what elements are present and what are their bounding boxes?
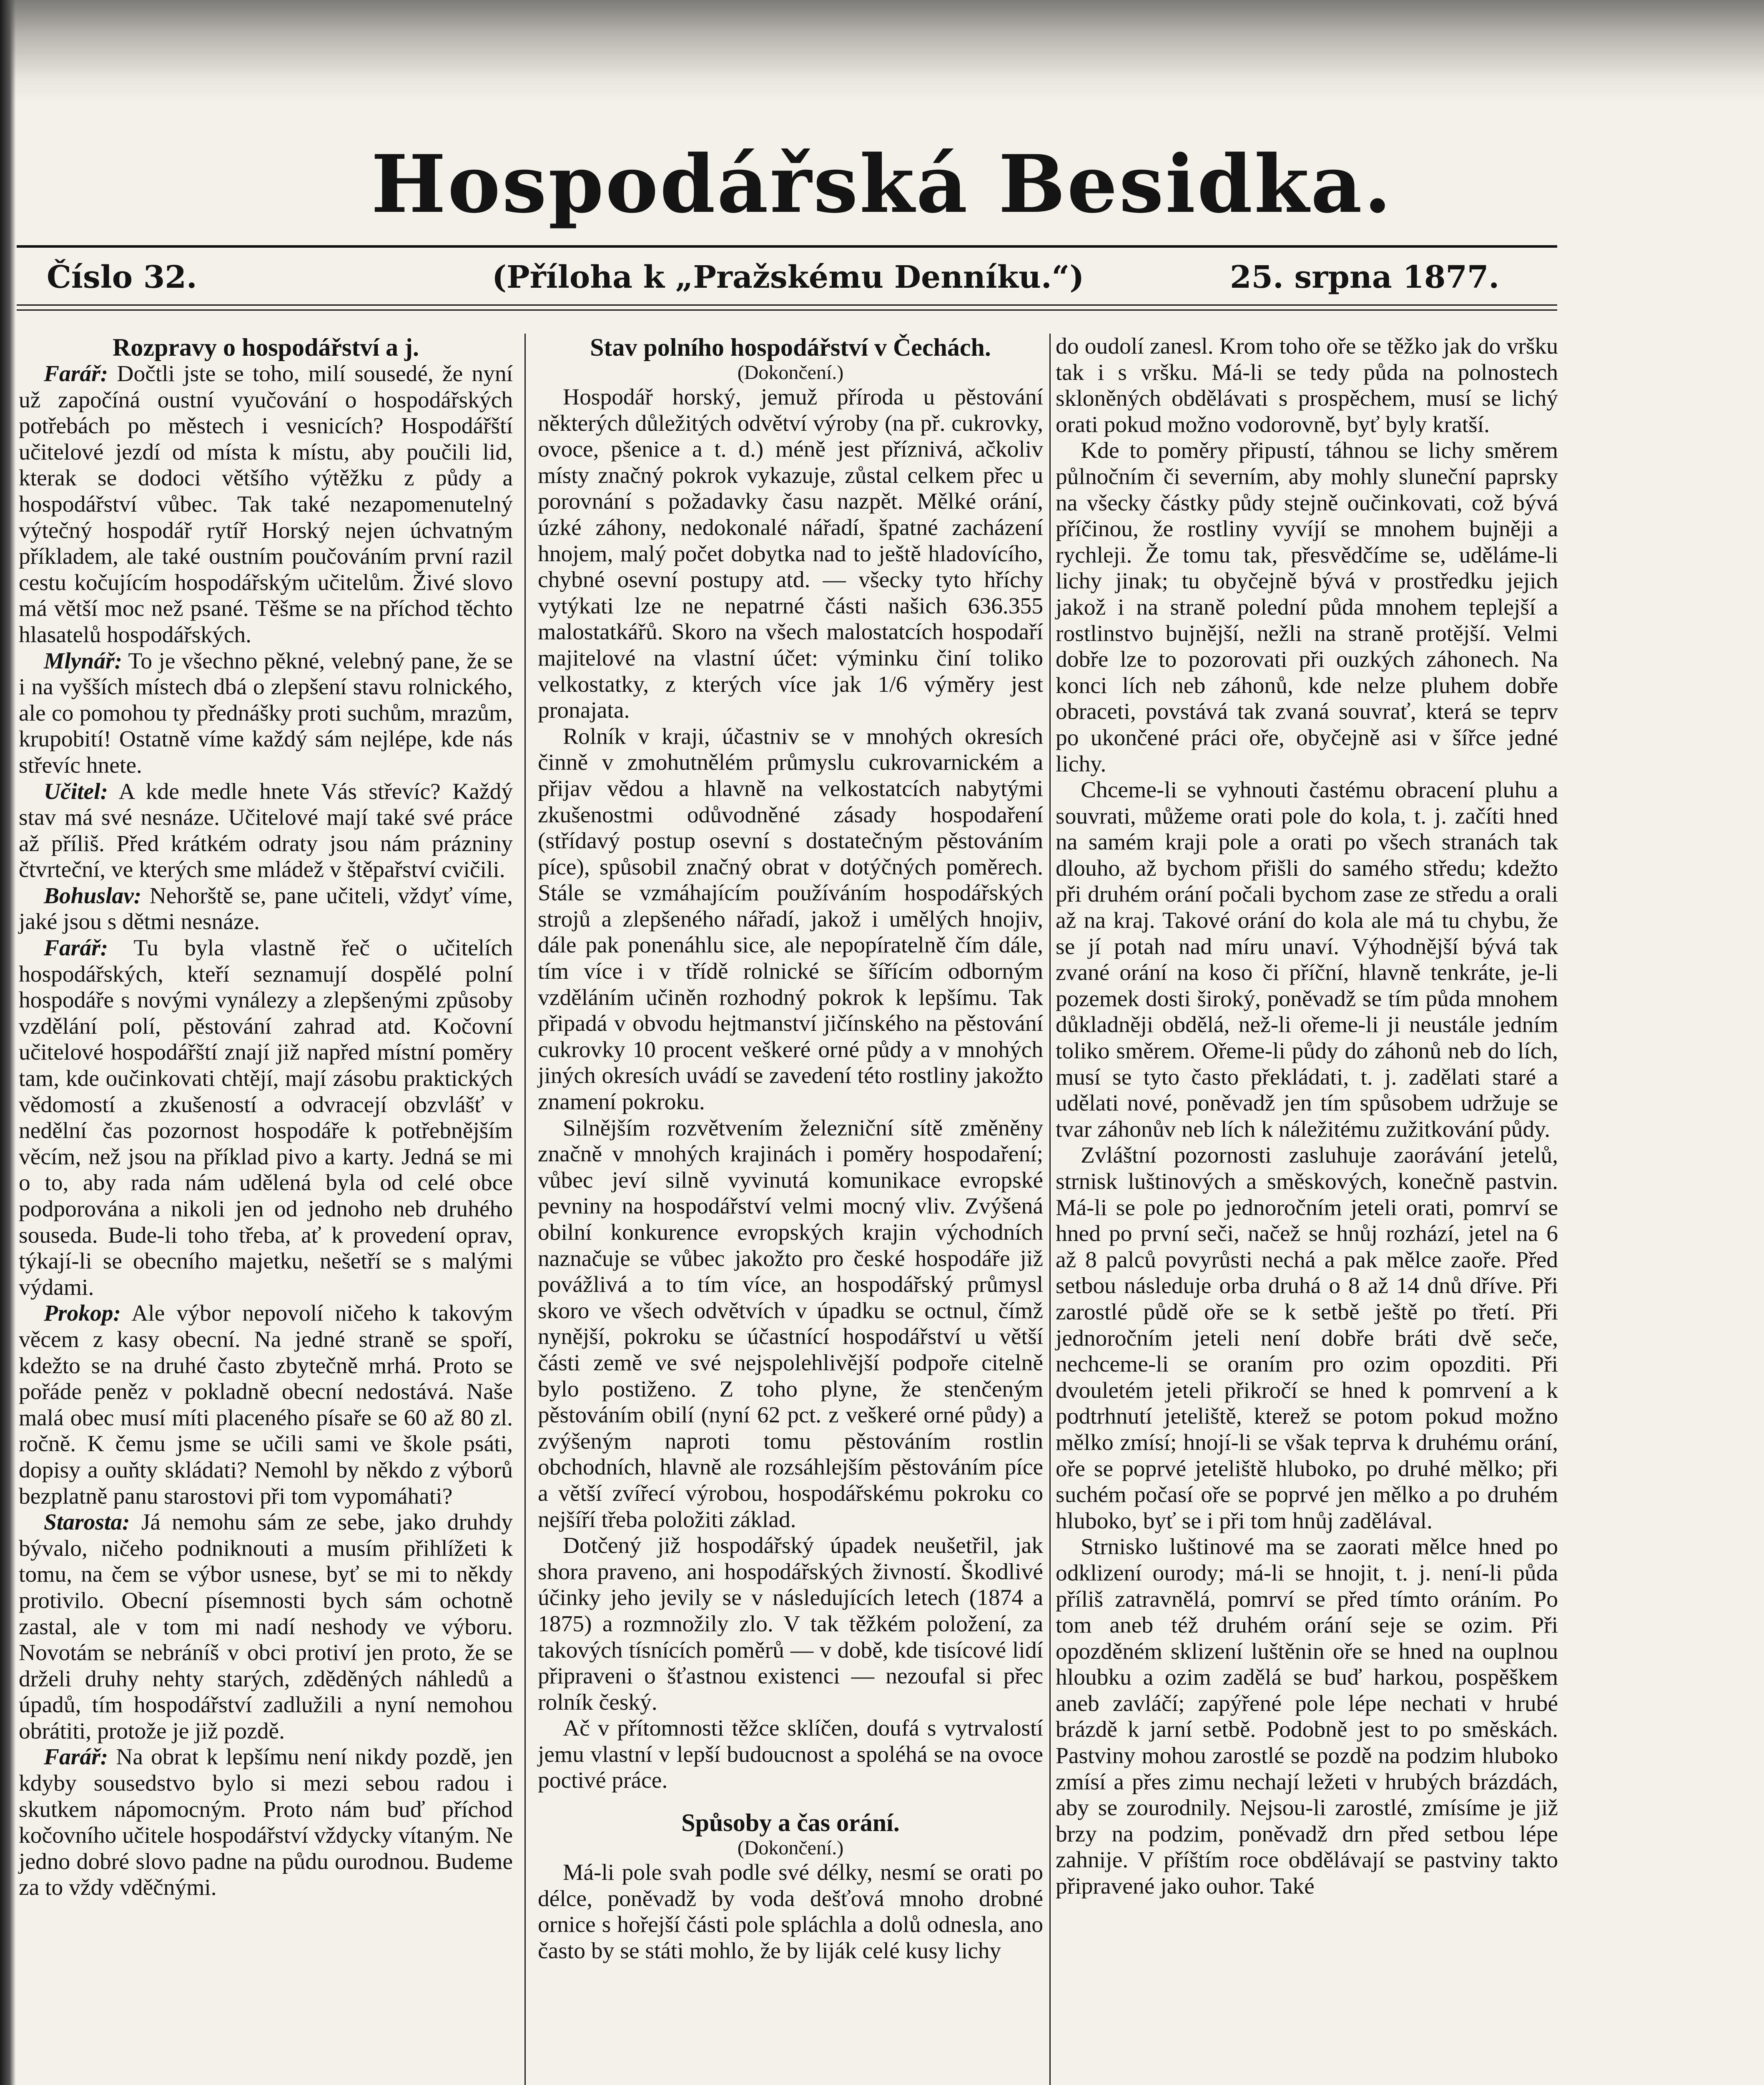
dialogue-paragraph (19, 935, 513, 1301)
dialogue-paragraph (19, 779, 513, 883)
dialogue-paragraph (19, 883, 513, 935)
speaker-name: Bohuslav: (44, 883, 142, 909)
speaker-name: Starosta: (44, 1510, 130, 1535)
header-rule (17, 304, 1557, 306)
paragraph: Rolník v kraji, účastniv se v mnohých okresích činně v zmohutnělém průmyslu cukrovarnickém a přijav vědou a hlavně na velkostatcích nabytými zkušenostmi odůvodněné zásady hospodaření (střídavý postup osevní s dostatečným pěstováním píce), spůsobil značný obrat v dotýčných poměrech. Stále se vzmáhajícím používáním hospodářských strojů a zlepšeného nářadí, jakož i umělých hnojiv, dále pak ponenáhlu sice, ale nepopíratelně čím dále, tím více i v třídě rolnické se šířícím odborným vzděláním učiněn rozhodný pokrok k lepšímu. Tak připadá v obvodu hejtmanství jičínského na pěstování cukrovky 10 procent veškeré orné půdy a v mnohých jiných okresích uvádí se zavedení této rostliny jakožto znamení pokroku. (538, 723, 1043, 1115)
column-2 (538, 334, 1043, 1964)
speaker-name: Mlynář: (44, 648, 123, 674)
paragraph: Hospodář horský, jemuž příroda u pěstování některých důležitých odvětví výroby (na př. cukrovky, ovoce, pšenice a t. d.) méně jest příznivá, ačkoliv místy značný pokrok vykazuje, zůstal celkem přec u porovnání s požadavky času nazpět. Mělké orání, úzké záhony, nedokonalé nářadí, špatné zacházení hnojem, malý počet dobytka nad to ještě hladovícího, chybné osevní postupy atd. — všecky tyto hříchy vytýkati lze ne nepatrné části našich 636.355 malostatkářů. Skoro na všech malostatcích hospodaří majitelové na vlastní účet: výminku činí toliko velkostatky, z kterých více jak 1/6 výměry jest pronajata. (538, 384, 1043, 723)
dialogue-paragraph (19, 648, 513, 779)
column-3 (1056, 334, 1558, 1900)
paragraph: Chceme-li se vyhnouti častému obracení pluhu a souvrati, můžeme orati pole do kola, t. j. začíti hned na samém kraji pole a orati po všech stranách tak dlouho, až bychom přišli do samého středu; kdežto při druhém orání počali bychom zase ze středu a orali až na kraj. Takové orání do kola ale má tu chybu, že se jí potah nad míru unaví. Výhodnější bývá tak zvané orání na koso či příční, hlavně tenkráte, je-li pozemek dosti široký, poněvadž se tím půda mnohem důkladněji obdělá, než-li ořeme-li ji neustále jedním toliko směrem. Ořeme-li půdy do záhonů neb do lích, musí se tyto často překládati, t. j. zadělati staré a udělati nové, poněvadž jen tím spůsobem udržuje se tvar záhonův neb lích k náležitému zužitkování půdy. (1056, 777, 1558, 1142)
column-divider (524, 334, 526, 2085)
column-1 (19, 334, 513, 1901)
article-heading: Stav polního hospodářství v Čechách. (590, 334, 991, 361)
page-title: Hospodářská Besidka. (371, 138, 1393, 231)
paragraph: Zvláštní pozornosti zasluhuje zaorávání jetelů, strnisk luštinových a směskových, konečně pastvin. Má-li se pole po jednoročním jeteli orati, pomrví se hned po první seči, načež se hnůj rozhází, jetel na 6 až 8 palců povyrůsti nechá a pak mělce zaoře. Před setbou následuje orba druhá o 8 až 14 dnů dříve. Při zarostlé půdě oře se k setbě ještě po třetí. Při jednoročním jeteli není dobře bráti dvě seče, nechceme-li se oraním pro ozim opozditi. Při dvouletém jeteli přikročí se hned k pomrvení a k podtrhnutí jeteliště, kterež se potom pokud možno mělko zmísí; hnojí-li se však teprva k druhému orání, oře se poprvé jeteliště hluboko, po druhé mělko; při suchém počasí oře se poprvé jen mělko a po druhém hluboko, byť se i při tom hnůj zadělával. (1056, 1143, 1558, 1534)
speech-text: To je všechno pěkné, velebný pane, že se i na vyšších místech dbá o zlepšení stavu rolnického, ale co pomohou ty přednášky proti suchům, mrazům, krupobití! Ostatně víme každý sám nejlépe, kde nás střevíc hnete. (19, 648, 513, 778)
speech-text: Já nemohu sám ze sebe, jako druhdy bývalo, ničeho podniknouti a musím přihlížeti k tomu, na čem se výbor usnese, byť se mi to někdy protivilo. Obecní písemnosti bych sám ochotně zastal, ale v tom mi nadí neshody ve výboru. Novotám se nebráníš v obci protiví jen proto, že se drželi druhy nehty starých, zděděných náhledů a úpadů, tím hospodářství zadlužili a nyní nemohou obrátiti, protože je již pozdě. (19, 1510, 513, 1744)
paragraph: Kde to poměry připustí, táhnou se lichy směrem půlnočním či severním, aby mohly sluneční paprsky na všecky částky půdy stejně oučinkovati, což bývá příčinou, že rostliny vyvíjí se mnohem bujněji a rychleji. Že tomu tak, přesvědčíme se, uděláme-li lichy jinak; tu obyčejně bývá v prostředku jejich jakož i na straně polední půda mnohem teplejší a rostlinstvo bujnější, nežli na straně protější. Velmi dobře lze to pozorovati při ouzkých záhonech. Na konci lích neb záhonů, kde nelze pluhem dobře obraceti, povstává tak zvaná souvrať, která se teprv po ukončené práci oře, obyčejně asi v šířce jedné lichy. (1056, 438, 1558, 777)
speech-text: Tu byla vlastně řeč o učitelích hospodářských, kteří seznamují dospělé polní hospodáře s novými vynálezy a zlepšenými způsoby vzdělání polí, pěstování zahrad atd. Kočovní učitelové hospodářští znají již napřed místní poměry tam, kde oučinkovati chtějí, mají zásobu praktických vědomostí a zkušeností a odvracejí obzvlášť v nedělní čas pozornost hospodáře k potřebnějším věcím, než jsou na příklad pivo a karty. Jedná se mi o to, aby rada nám udělená byla od celé obce podporována a nikoli jen od jednoho neb druhého souseda. Bude-li toho třeba, ať k provedení oprav, týkají-li se obecního majetku, nešetří se s malými výdami. (19, 935, 513, 1300)
issue-date: 25. srpna 1877. (1230, 259, 1500, 295)
continuation-note: (Dokončení.) (737, 362, 844, 384)
speech-text: Na obrat k lepšímu není nikdy pozdě, jen kdyby sousedstvo bylo si mezi sebou radou i skutkem nápomocným. Proto nám buď příchod kočovního učitele hospodářství vždycky vítaným. Ne jedno dobré slovo padne na půdu ourodnou. Budeme za to vždy vděčnými. (19, 1744, 513, 1901)
paragraph: Ač v přítomnosti těžce sklíčen, doufá s vytrvalostí jemu vlastní v lepší budoucnost a spoléhá se na ovoce poctivé práce. (538, 1716, 1043, 1794)
dialogue (19, 361, 513, 1901)
continuation-note: (Dokončení.) (737, 1837, 844, 1859)
supplement-note: (Příloha k „Pražskému Denníku.“) (492, 259, 1084, 295)
paragraph: Dotčený již hospodářský úpadek neušetřil, jak shora praveno, ani hospodářských živností. Škodlivé účinky jeho jevily se v následujících letech (1874 a 1875) a rozmnožily zlo. V tak těžkém položení, za takových tísnících poměrů — v době, kde tisícové lidí připraveni o šťastnou existenci — nezoufal si přec rolník český. (538, 1533, 1043, 1715)
paragraph: Strnisko luštinové ma se zaorati mělce hned po odklizení ourody; má-li se hnojit, t. j. není-li půda příliš zatravnělá, pomrví se před tímto oráním. Po tom aneb též druhém orání seje se ozim. Při opozděném sklizení luštěnin oře se hned na ouplnou hloubku a ozim zadělá se buď harkou, pospěškem aneb zavláčí; zapýřené pole lépe nechati v hrubé brázdě k jarní setbě. Podobně jest to po směskách. Pastviny mohou zarostlé se pozdě na podzim hluboko zmísí a přes zimu nechají ležeti v hrubých brázdách, aby se zourodnily. Nejsou-li zarostlé, zmísíme je již brzy na podzim, poněvadž drn před setbou lépe zahnije. V příštím roce obdělávají se pastviny takto připravené jako ouhor. Také (1056, 1534, 1558, 1899)
paragraph: Silnějším rozvětvením železniční sítě změněny značně v mnohých krajinách i poměry hospodaření; vůbec jeví silně vyvinutá komunikace evropské pevniny na hospodářství velmi mocný vliv. Zvýšená obilní konkurence evropských krajin východních naznačuje se vůbec jakožto pro české hospodáře již povážlivá a to tím více, an hospodářský průmysl skoro ve všech odvětvích v úpadku se octnul, čímž nynější, pokroku se účastnící hospodářství u větší části země ve své nejspolehlivější podpoře citelně bylo postiženo. Z toho plyne, že stenčeným pěstováním obilí (nyní 62 pct. z veškeré orné půdy) a zvýšeným naproti tomu pěstováním rostlin obchodních, hlavně ale rozsáhlejším pěstováním píce a větší zvířecí výrobou, hospodářskému pokroku co nejšíří třeba položiti základ. (538, 1115, 1043, 1532)
issue-number: Číslo 32. (47, 259, 197, 295)
paragraph: do oudolí zanesl. Krom toho oře se těžko jak do vršku tak i s vršku. Má-li se tedy půda na polnostech skloněných obdělávati s prospěchem, musí se lichý orati pokud možno vodorovně, byť byly kratší. (1056, 334, 1558, 437)
speaker-name: Farář: (44, 361, 108, 387)
column-divider (1049, 334, 1051, 2085)
article-heading: Spůsoby a čas orání. (681, 1809, 900, 1837)
speech-text: Dočtli jste se toho, milí sousedé, že nyní už započíná oustní vyučování o hospodářských potřebách po městech i vesnicích? Hospodářští učitelové jezdí od místa k místu, aby poučili lid, kterak se dodoci většího výtěžku z půdy a hospodářství vůbec. Tak také nezapomenutelný výtečný hospodář rytíř Horský nejen úchvatným příkladem, ale také oustním poučováním první razil cestu kočujícím hospodářským učitelům. Živé slovo má větší moc než psané. Těšme se na příchod těchto hlasatelů hospodářských. (19, 361, 513, 648)
header-rule-2 (17, 309, 1557, 311)
spacer (538, 1794, 1043, 1809)
dialogue-paragraph (19, 361, 513, 648)
paragraph: Má-li pole svah podle své délky, nesmí se orati po délce, poněvadž by voda dešťová mnoho drobné ornice s hořejší části pole spláchla a dolů odnesla, ano často by se státi mohlo, že by liják celé kusy lichy (538, 1860, 1043, 1964)
speaker-name: Prokop: (44, 1301, 121, 1326)
dialogue-paragraph (19, 1301, 513, 1510)
speech-text: A kde medle hnete Vás střevíc? Každý stav má své nesnáze. Učitelové mají také své práce až příliš. Před krátkém odraty jsou nám prázniny čtvrteční, ve kterých sme mládež v štěpařství cvičili. (19, 779, 513, 883)
speech-text: Ale výbor nepovolí ničeho k takovým věcem z kasy obecní. Na jedné straně se spoří, kdežto se na druhé často zbytečně mrhá. Proto se pořáde peněz v pokladně obecní nedostává. Naše malá obec musí míti placeného písaře se 60 až 80 zl. ročně. K čemu jsme se učili sami ve škole psáti, dopisy a ouňty skládati? Nemohl by někdo z výborů bezplatně panu starostovi při tom vypomáhati? (19, 1301, 513, 1509)
speaker-name: Farář: (44, 1744, 108, 1770)
speaker-name: Učitel: (44, 779, 108, 804)
speech-text: Nehorště se, pane učiteli, vždyť víme, jaké jsou s dětmi nesnáze. (19, 883, 513, 935)
scan-edge (0, 0, 16, 2085)
speaker-name: Farář: (44, 935, 108, 961)
dialogue-paragraph (19, 1510, 513, 1744)
dialogue-paragraph (19, 1744, 513, 1901)
article-heading: Rozpravy o hospodářství a j. (112, 334, 419, 361)
top-rule (17, 245, 1557, 248)
scan-shadow (0, 0, 1764, 104)
